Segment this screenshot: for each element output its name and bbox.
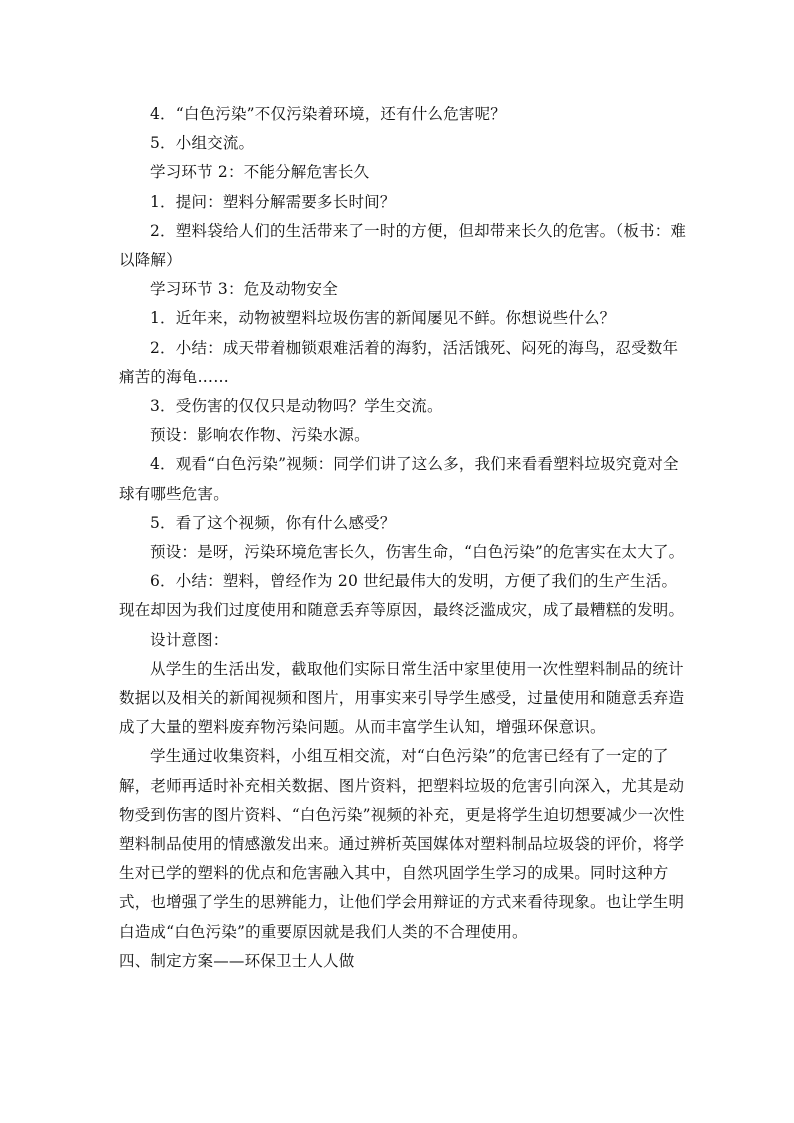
paragraph-preset-1: 预设：影响农作物、污染水源。 — [150, 426, 370, 445]
section-heading-four: 四、制定方案——环保卫士人人做 — [119, 951, 355, 970]
paragraph-group-discussion: 5．小组交流。 — [150, 134, 255, 153]
paragraph-step3-item-6: 6．小结：塑料，曾经作为 20 世纪最伟大的发明，方便了我们的生产生活。现在却因为我们过度使用和随意丢弃等原因，最终泛滥成灾，成了最糟糕的发明。 — [119, 572, 685, 620]
paragraph-step2-item-2: 2．塑料袋给人们的生活带来了一时的方便，但却带来长久的危害。（板书：难以降解） — [119, 221, 687, 270]
paragraph-preset-2: 预设：是呀，污染环境危害长久，伤害生命，“白色污染”的危害实在太大了。 — [150, 543, 685, 562]
paragraph-step2-item-1: 1．提问：塑料分解需要多长时间？ — [150, 192, 396, 211]
section-heading-step-2: 学习环节 2：不能分解危害长久 — [150, 163, 370, 182]
paragraph-step3-item-1: 1．近年来，动物被塑料垃圾伤害的新闻屡见不鲜。你想说些什么？ — [150, 309, 616, 328]
paragraph-design-intent-1: 从学生的生活出发，截取他们实际日常生活中家里使用一次性塑料制品的统计数据以及相关的新闻视频和图片，用事实来引导学生感受，过量使用和随意丢弃造成了大量的塑料废弃物污染问题。从而丰富学生认知，增强环保意识。 — [119, 659, 685, 737]
paragraph-design-intent-label: 设计意图： — [150, 630, 229, 649]
paragraph-design-intent-2: 学生通过收集资料，小组互相交流，对“白色污染”的危害已经有了一定的了解，老师再适时补充相关数据、图片资料，把塑料垃圾的危害引向深入，尤其是动物受到伤害的图片资料、“白色污染”视频的补充，更是将学生迫切想要减少一次性塑料制品使用的情感激发出来。通过辨析英国媒体对塑料制品垃圾袋的评价，将学生对已学的塑料的优点和危害融入其中，自然巩固学生学习的成果。同时这种方式，也增强了学生的思辨能力，让他们学会用辩证的方式来看待现象。也让学生明白造成“白色污染”的重要原因就是我们人类的不合理使用。 — [119, 747, 685, 941]
paragraph-step3-item-2: 2．小结：成天带着枷锁艰难活着的海豹，活活饿死、闷死的海鸟，忍受数年痛苦的海龟…… — [119, 338, 679, 386]
section-heading-step-3: 学习环节 3：危及动物安全 — [150, 280, 338, 299]
paragraph-question-4: 4．“白色污染”不仅污染着环境，还有什么危害呢？ — [150, 105, 507, 123]
paragraph-step3-item-4: 4．观看“白色污染”视频：同学们讲了这么多，我们来看看塑料垃圾究竟对全球有哪些危害。 — [119, 455, 679, 503]
paragraph-step3-item-5: 5．看了这个视频，你有什么感受？ — [150, 513, 396, 532]
document-body — [119, 100, 689, 976]
paragraph-step3-item-3: 3．受伤害的仅仅只是动物吗？学生交流。 — [150, 397, 443, 416]
